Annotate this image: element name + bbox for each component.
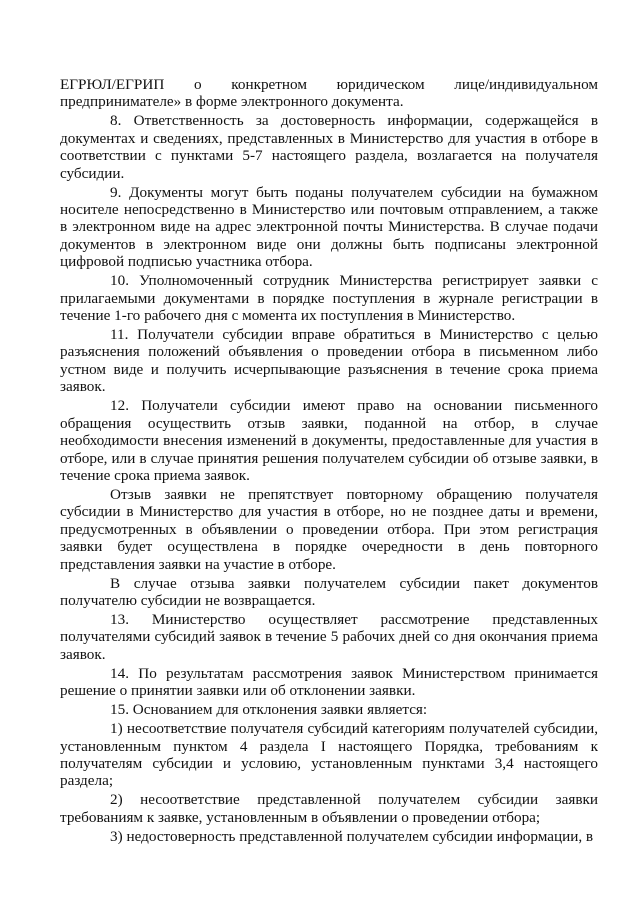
paragraph-documents-not-returned: В случае отзыва заявки получателем субсидии пакет документов получателю субсидии не возвращается. — [60, 574, 598, 609]
paragraph-item-13: 13. Министерство осуществляет рассмотрение представленных получателями субсидий заявок в течение 5 рабочих дней со дня окончания приема заявок. — [60, 610, 598, 663]
list-item-3: 3) недостоверность представленной получателем субсидии информации, в — [110, 827, 594, 845]
paragraph-item-14: 14. По результатам рассмотрения заявок Министерством принимается решение о принятии заявки или об отклонении заявки. — [60, 664, 598, 700]
paragraph-item-9: 9. Документы могут быть поданы получателем субсидии на бумажном носителе непосредственно в Министерство или почтовым отправлением, а также в электронном виде на адрес электронной почты Министерства. В случае подачи документов в электронном виде они должны быть подписаны электронной цифровой подписью участника отбора. — [60, 183, 598, 271]
paragraph-item-15: 15. Основанием для отклонения заявки является: — [110, 701, 428, 719]
paragraph-item-12: 12. Получатели субсидии имеют право на основании письменного обращения осуществить отзыв заявки, поданной на отбор, в случае необходимости внесения изменений в документы, предоставленные для участия в отборе, или в случае принятия решения получателем субсидии об отзыве заявки, в течение срока приема заявок. — [60, 397, 598, 484]
paragraph-item-8: 8. Ответственность за достоверность информации, содержащейся в документах и сведениях, представленных в Министерство для участия в отборе в соответствии с пунктами 5-7 настоящего раздела, возлагается на получателя субсидии. — [60, 112, 598, 182]
list-item-1: 1) несоответствие получателя субсидий категориям получателей субсидии, установленным пунктом 4 раздела I настоящего Порядка, требованиям к получателям субсидии и условию, установленным пунктами 3,4 настоящего раздела; — [60, 720, 598, 790]
paragraph-item-10: 10. Уполномоченный сотрудник Министерства регистрирует заявки с прилагаемыми документами в порядке поступления в журнале регистрации в течение 1-го рабочего дня с момента их поступления в Министерство. — [60, 272, 598, 325]
paragraph-continuation: ЕГРЮЛ/ЕГРИП о конкретном юридическом лице/индивидуальном предпринимателе» в форме электронного документа. — [60, 76, 598, 111]
document-body — [60, 76, 598, 845]
list-item-2: 2) несоответствие представленной получателем субсидии заявки требованиям к заявке, установленным в объявлении о проведении отбора; — [60, 791, 598, 826]
paragraph-withdrawal: Отзыв заявки не препятствует повторному обращению получателя субсидии в Министерство для участия в отборе, но не позднее даты и времени, предусмотренных в объявлении о проведении отбора. При этом регистрация заявки будет осуществлена в порядке очередности в день повторного представления заявки на участие в отборе. — [60, 485, 598, 573]
paragraph-item-11: 11. Получатели субсидии вправе обратиться в Министерство с целью разъяснения положений объявления о проведении отбора в письменном либо устном виде и получить исчерпывающие разъяснения в течение срока приема заявок. — [60, 326, 598, 396]
